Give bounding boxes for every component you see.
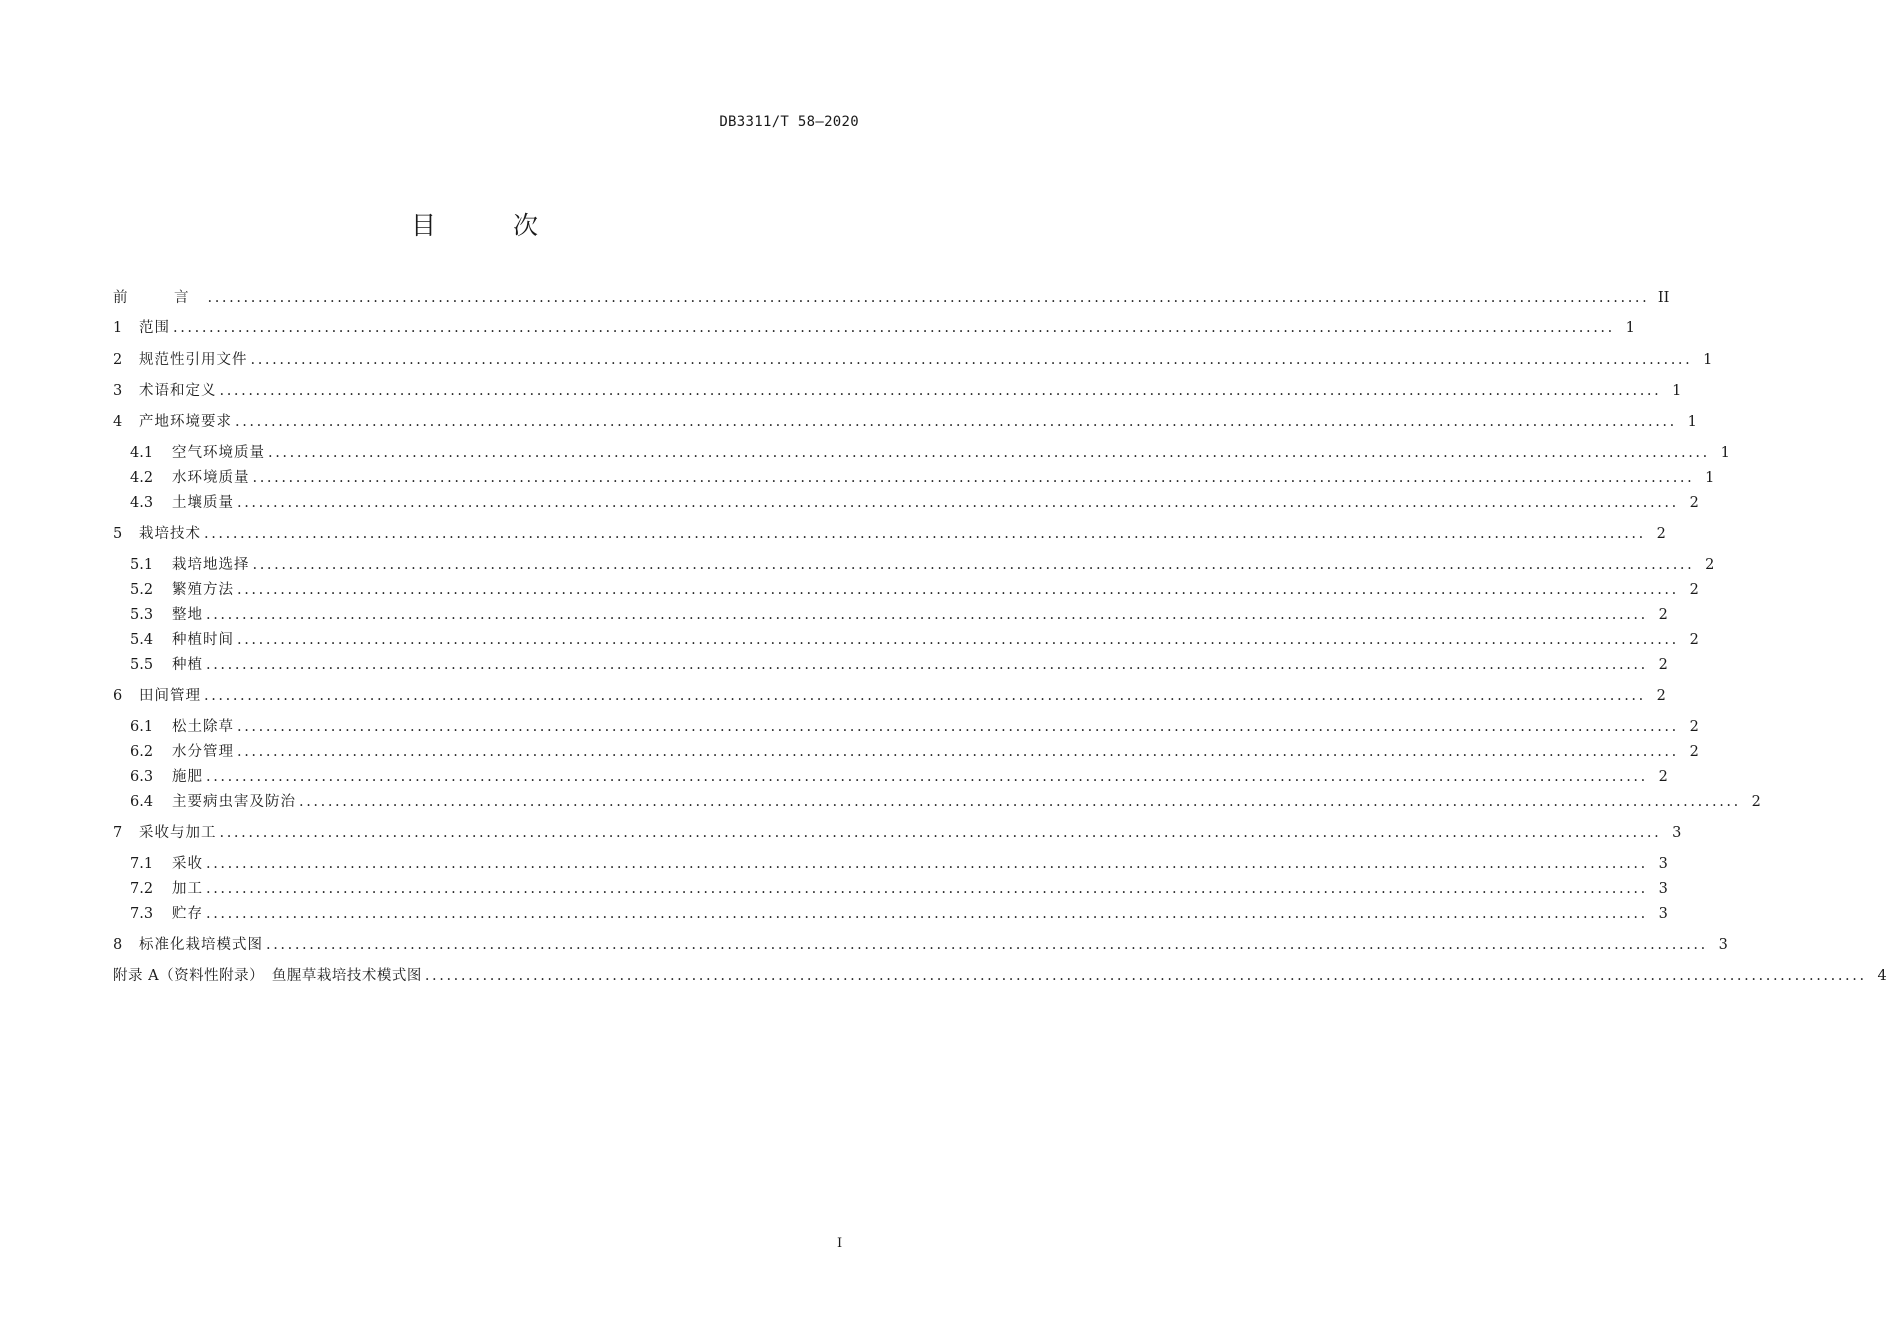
dot-leader: ........................................................................................................................................................................................................: [252, 470, 1695, 486]
toc-entry-label: 整地: [172, 607, 203, 623]
toc-entry-label: 前 言: [113, 290, 205, 306]
toc-entry-label: 栽培地选择: [172, 557, 250, 573]
dot-leader: ........................................................................................................................................................................................................: [204, 688, 1646, 704]
dot-leader: ........................................................................................................................................................................................................: [237, 632, 1679, 648]
dot-leader: ........................................................................................................................................................................................................: [204, 526, 1646, 542]
toc-entry-page: 3: [1658, 856, 1668, 872]
toc-entry-label: 标准化栽培模式图: [139, 937, 263, 953]
toc-entry[interactable]: [113, 288, 1670, 308]
toc-entry-page: 2: [1705, 557, 1715, 573]
toc-entry-page: 4: [1877, 968, 1887, 984]
toc-entry-page: 1: [1703, 352, 1713, 368]
dot-leader: ........................................................................................................................................................................................................: [237, 495, 1679, 511]
toc-entry-number: 3: [113, 383, 123, 399]
page-number: I: [837, 1236, 843, 1251]
toc-entry-page: II: [1657, 290, 1670, 306]
toc-entry-label: 范围: [139, 320, 170, 336]
toc-entry-page: 3: [1672, 825, 1682, 841]
toc-title: 目 次: [410, 211, 564, 240]
toc-entry-number: 8: [113, 937, 123, 953]
dot-leader: ........................................................................................................................................................................................................: [173, 320, 1615, 336]
toc-entry-number: 5.4: [130, 632, 154, 648]
dot-leader: ........................................................................................................................................................................................................: [207, 290, 1650, 306]
toc-entry[interactable]: [130, 879, 1668, 899]
dot-leader: ........................................................................................................................................................................................................: [237, 744, 1679, 760]
toc-entry-page: 2: [1658, 769, 1668, 785]
toc-entry[interactable]: [130, 904, 1668, 924]
toc-entry[interactable]: [130, 792, 1761, 812]
toc-entry-page: 2: [1656, 526, 1666, 542]
toc-entry-page: 2: [1689, 632, 1699, 648]
toc-entry-label: 土壤质量: [172, 495, 234, 511]
dot-leader: ........................................................................................................................................................................................................: [266, 937, 1708, 953]
dot-leader: ........................................................................................................................................................................................................: [235, 414, 1677, 430]
toc-entry-number: 4.1: [130, 445, 154, 461]
toc-entry-label: 水环境质量: [172, 470, 250, 486]
toc-entry[interactable]: [130, 767, 1668, 787]
dot-leader: ........................................................................................................................................................................................................: [424, 968, 1867, 984]
toc-entry-label: 产地环境要求: [139, 414, 232, 430]
toc-entry-page: 3: [1658, 881, 1668, 897]
toc-entry[interactable]: [130, 493, 1699, 513]
toc-entry-number: 4: [113, 414, 123, 430]
toc-entry-number: 7.3: [130, 906, 154, 922]
toc-entry-page: 2: [1689, 495, 1699, 511]
toc-entry-number: 2: [113, 352, 123, 368]
toc-entry-page: 3: [1718, 937, 1728, 953]
toc-entry-label: 施肥: [172, 769, 203, 785]
toc-entry-label: 术语和定义: [139, 383, 217, 399]
toc-entry[interactable]: [130, 630, 1699, 650]
toc-entry-label: 栽培技术: [139, 526, 201, 542]
toc-entry-label: 繁殖方法: [172, 582, 234, 598]
toc-entry-label: 松土除草: [172, 719, 234, 735]
toc-entry[interactable]: [130, 655, 1668, 675]
dot-leader: ........................................................................................................................................................................................................: [237, 582, 1679, 598]
dot-leader: ........................................................................................................................................................................................................: [299, 794, 1741, 810]
toc-entry-page: 3: [1658, 906, 1668, 922]
toc-entry-label: 主要病虫害及防治: [172, 794, 296, 810]
toc-entry-page: 2: [1751, 794, 1761, 810]
dot-leader: ........................................................................................................................................................................................................: [206, 881, 1648, 897]
toc-entry-label: 采收: [172, 856, 203, 872]
toc-entry-page: 1: [1705, 470, 1715, 486]
dot-leader: ........................................................................................................................................................................................................: [206, 906, 1648, 922]
dot-leader: ........................................................................................................................................................................................................: [268, 445, 1710, 461]
toc-entry-page: 2: [1689, 744, 1699, 760]
toc-entry-number: 5: [113, 526, 123, 542]
toc-entry-page: 2: [1689, 582, 1699, 598]
toc-entry-number: 6.1: [130, 719, 154, 735]
toc-entry-number: 4.3: [130, 495, 154, 511]
document-code: DB3311/T 58—2020: [719, 114, 859, 130]
toc-entry[interactable]: [130, 605, 1668, 625]
toc-entry[interactable]: [113, 350, 1713, 370]
toc-entry-label: 种植: [172, 657, 203, 673]
toc-entry-page: 1: [1687, 414, 1697, 430]
dot-leader: ........................................................................................................................................................................................................: [250, 352, 1693, 368]
toc-entry-number: 5.5: [130, 657, 154, 673]
toc-entry[interactable]: [113, 381, 1682, 401]
dot-leader: ........................................................................................................................................................................................................: [206, 607, 1648, 623]
toc-entry-number: 4.2: [130, 470, 154, 486]
dot-leader: ........................................................................................................................................................................................................: [206, 657, 1648, 673]
toc-entry[interactable]: [130, 555, 1715, 575]
toc-entry-label: 水分管理: [172, 744, 234, 760]
toc-entry[interactable]: [113, 318, 1635, 338]
toc-entry-number: 5.3: [130, 607, 154, 623]
toc-entry-label: 附录 A（资料性附录） 鱼腥草栽培技术模式图: [113, 968, 422, 984]
dot-leader: ........................................................................................................................................................................................................: [206, 856, 1648, 872]
dot-leader: ........................................................................................................................................................................................................: [219, 383, 1662, 399]
toc-entry[interactable]: [113, 686, 1666, 706]
toc-entry-number: 6.3: [130, 769, 154, 785]
toc-entry-number: 7.2: [130, 881, 154, 897]
toc-entry-number: 6.2: [130, 744, 154, 760]
dot-leader: ........................................................................................................................................................................................................: [252, 557, 1695, 573]
dot-leader: ........................................................................................................................................................................................................: [219, 825, 1662, 841]
toc-entry-number: 1: [113, 320, 123, 336]
toc-entry-number: 5.2: [130, 582, 154, 598]
toc-entry-label: 加工: [172, 881, 203, 897]
toc-entry[interactable]: [130, 443, 1730, 463]
toc-entry-label: 贮存: [172, 906, 203, 922]
toc-entry[interactable]: [130, 580, 1699, 600]
toc-entry-number: 6.4: [130, 794, 154, 810]
toc-entry[interactable]: [113, 823, 1682, 843]
toc-entry-number: 7: [113, 825, 123, 841]
toc-entry[interactable]: [113, 935, 1728, 955]
toc-entry[interactable]: [113, 524, 1666, 544]
toc-entry-page: 1: [1720, 445, 1730, 461]
toc-entry-page: 1: [1672, 383, 1682, 399]
toc-entry[interactable]: [130, 854, 1668, 874]
toc-entry[interactable]: [130, 742, 1699, 762]
toc-entry[interactable]: [130, 717, 1699, 737]
toc-entry-label: 规范性引用文件: [139, 352, 248, 368]
toc-entry-label: 田间管理: [139, 688, 201, 704]
toc-entry-label: 采收与加工: [139, 825, 217, 841]
toc-entry-number: 6: [113, 688, 123, 704]
toc-entry-page: 2: [1658, 657, 1668, 673]
dot-leader: ........................................................................................................................................................................................................: [206, 769, 1648, 785]
toc-entry-number: 7.1: [130, 856, 154, 872]
dot-leader: ........................................................................................................................................................................................................: [237, 719, 1679, 735]
toc-entry-label: 种植时间: [172, 632, 234, 648]
toc-entry-page: 1: [1625, 320, 1635, 336]
toc-entry-page: 2: [1689, 719, 1699, 735]
toc-entry[interactable]: [113, 412, 1697, 432]
toc-entry-page: 2: [1656, 688, 1666, 704]
toc-entry-page: 2: [1658, 607, 1668, 623]
toc-entry-label: 空气环境质量: [172, 445, 265, 461]
toc-entry-number: 5.1: [130, 557, 154, 573]
toc-entry[interactable]: [113, 966, 1887, 986]
toc-entry[interactable]: [130, 468, 1715, 488]
